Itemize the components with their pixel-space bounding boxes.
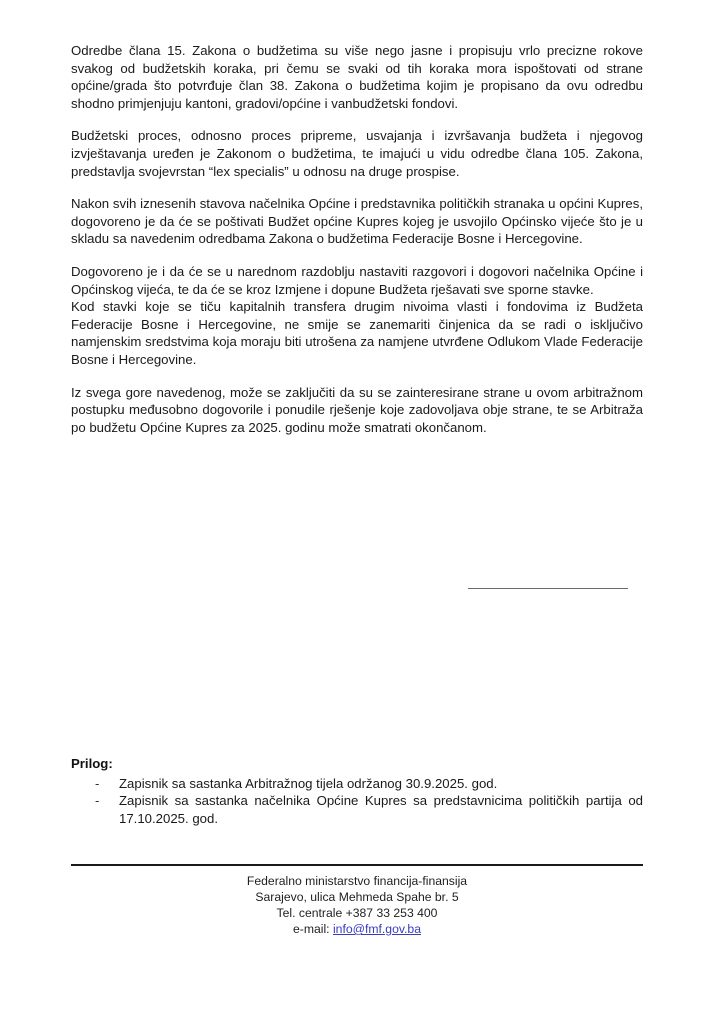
footer-contact-block [71, 873, 643, 937]
paragraph-1: Odredbe člana 15. Zakona o budžetima su više nego jasne i propisuju vrlo precizne rokove svakog od budžetskih koraka, pri čemu se svaki od tih koraka mora ispoštovati od strane općine/grada što potvrđuje član 38. Zakona o budžetima kojim je propisano da ovu odredbu shodno primjenjuju kantoni, gradovi/općine i vanbudžetski fondovi. [71, 43, 643, 111]
footer-phone: Tel. centrale +387 33 253 400 [276, 906, 438, 920]
list-item-label: Zapisnik sa sastanka Arbitražnog tijela održanog 30.9.2025. god. [119, 775, 498, 791]
footer-email-row [71, 921, 643, 937]
page-footer [71, 864, 643, 937]
paragraph-3: Nakon svih iznesenih stavova načelnika Općine i predstavnika političkih stranaka u općini Kupres, dogovoreno je da će se poštivati Budžet općine Kupres kojeg je usvojilo Općinsko vijeće što je u skladu sa navedenim odredbama Zakona o budžetima Federacije Bosne i Hercegovine. [71, 196, 643, 247]
attachments-list [71, 775, 643, 828]
footer-address: Sarajevo, ulica Mehmeda Spahe br. 5 [255, 890, 459, 904]
attachments-title: Prilog: [71, 756, 113, 771]
footer-divider [71, 864, 643, 866]
list-item-label: Zapisnik sa sastanka načelnika Općine Kupres sa predstavnicima političkih partija od 17.10.2025. god. [119, 793, 643, 826]
footer-organization: Federalno ministarstvo financija-finansija [246, 874, 468, 888]
paragraph-5: Kod stavki koje se tiču kapitalnih transfera drugim nivoima vlasti i fondovima iz Budžeta Federacije Bosne i Hercegovine, ne smije se zanemariti činjenica da se radi o isključivo namjenskim sredstvima koja moraju biti utrošena za namjene utvrđene Odlukom Vlade Federacije Bosne i Hercegovine. [71, 299, 643, 367]
footer-email-link[interactable]: info@fmf.gov.ba [332, 922, 421, 936]
dash-bullet-icon: - [95, 793, 100, 809]
list-item [71, 792, 643, 827]
paragraph-2: Budžetski proces, odnosno proces pripreme, usvajanja i izvršavanja budžeta i njegovog izvještavanja uređen je Zakonom o budžetima, te imajući u vidu odredbe člana 105. Zakona, predstavlja svojevrstan “lex specialis” u odnosu na druge prospise. [71, 128, 643, 179]
footer-email-label: e-mail: [293, 922, 330, 936]
document-body [71, 42, 643, 451]
attachments-section [71, 755, 643, 827]
list-item [71, 775, 643, 793]
signature-area [468, 588, 628, 589]
dash-bullet-icon: - [95, 775, 100, 791]
signature-line [468, 588, 628, 589]
paragraph-6: Iz svega gore navedenog, može se zaključiti da su se zainteresirane strane u ovom arbitražnom postupku međusobno dogovorile i ponudile rješenje koje zadovoljava obje strane, te se Arbitraža po budžetu Općine Kupres za 2025. godinu može smatrati okončanom. [71, 384, 643, 435]
paragraph-4: Dogovoreno je i da će se u narednom razdoblju nastaviti razgovori i dogovori načelnika Općine i Općinskog vijeća, te da će se kroz Izmjene i dopune Budžeta rješavati sve sporne stavke. [71, 263, 643, 297]
